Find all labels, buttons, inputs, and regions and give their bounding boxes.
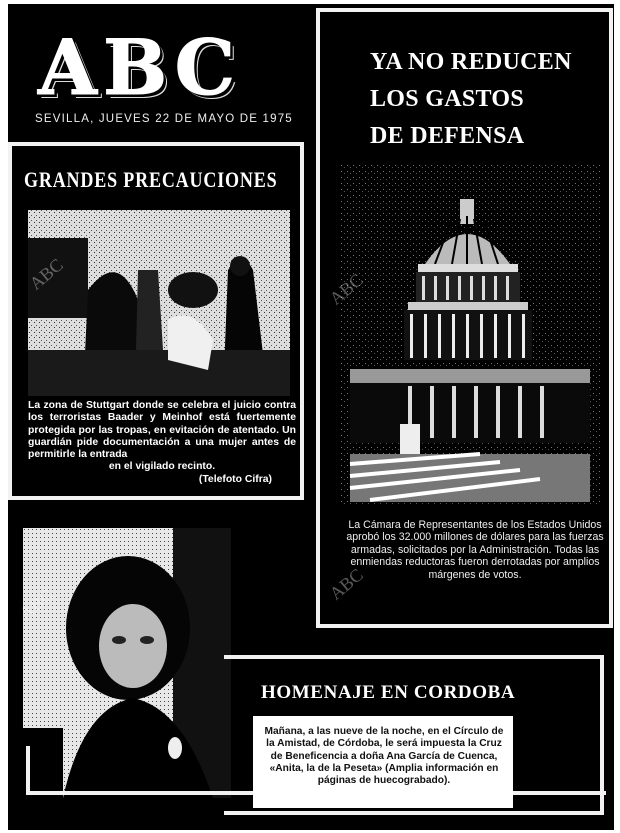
watermark: ABC <box>25 254 67 294</box>
tribute-headline: HOMENAJE EN CORDOBA <box>261 682 516 703</box>
newspaper-page <box>8 4 614 830</box>
headline-line: YA NO REDUCEN <box>370 49 572 75</box>
watermark: ABC <box>15 584 57 624</box>
capitol-building-photo <box>340 164 600 504</box>
stuttgart-scene-photo <box>25 210 290 396</box>
tribute-caption: Mañana, a las nueve de la noche, en el Círculo de la Amistad, de Córdoba, le será impuesta la Cruz de Beneficencia a doña Ana García de Cuenca, «Anita, la de la Peseta» (Amplia información en páginas de huecograbado). <box>264 726 504 787</box>
tribute-left-rule <box>26 746 30 794</box>
tribute-caption-box <box>253 716 513 808</box>
caption-text: La zona de Stuttgart donde se celebra el juicio contra los terroristas Baader y Meinhof está fuertemente protegida por las tropas, en evitación de atentado. Un guardián pide documentación a una mujer antes de permitirle la entrada <box>28 400 296 461</box>
watermark: ABC <box>325 564 367 604</box>
headline-line: LOS GASTOS <box>370 86 524 112</box>
headline-line: DE DEFENSA <box>370 123 525 149</box>
defense-headline <box>370 44 572 155</box>
defense-caption: La Cámara de Representantes de los Estados Unidos aprobó los 32.000 millones de dólares para las fuerzas armadas, solicitados por la Administración. Todas las enmiendas reductoras fueron derrotadas por amplios márgenes de votos. <box>346 519 604 581</box>
precautions-headline: GRANDES PRECAUCIONES <box>24 167 278 192</box>
masthead-dateline: SEVILLA, JUEVES 22 DE MAYO DE 1975 <box>35 113 293 125</box>
photo-credit: (Telefoto Cifra) <box>198 473 272 485</box>
caption-text-end: en el vigilado recinto. <box>108 461 216 473</box>
woman-portrait-photo <box>23 528 231 798</box>
masthead-logo: ABC <box>38 23 242 112</box>
watermark: ABC <box>325 269 367 309</box>
precautions-caption <box>28 400 296 486</box>
